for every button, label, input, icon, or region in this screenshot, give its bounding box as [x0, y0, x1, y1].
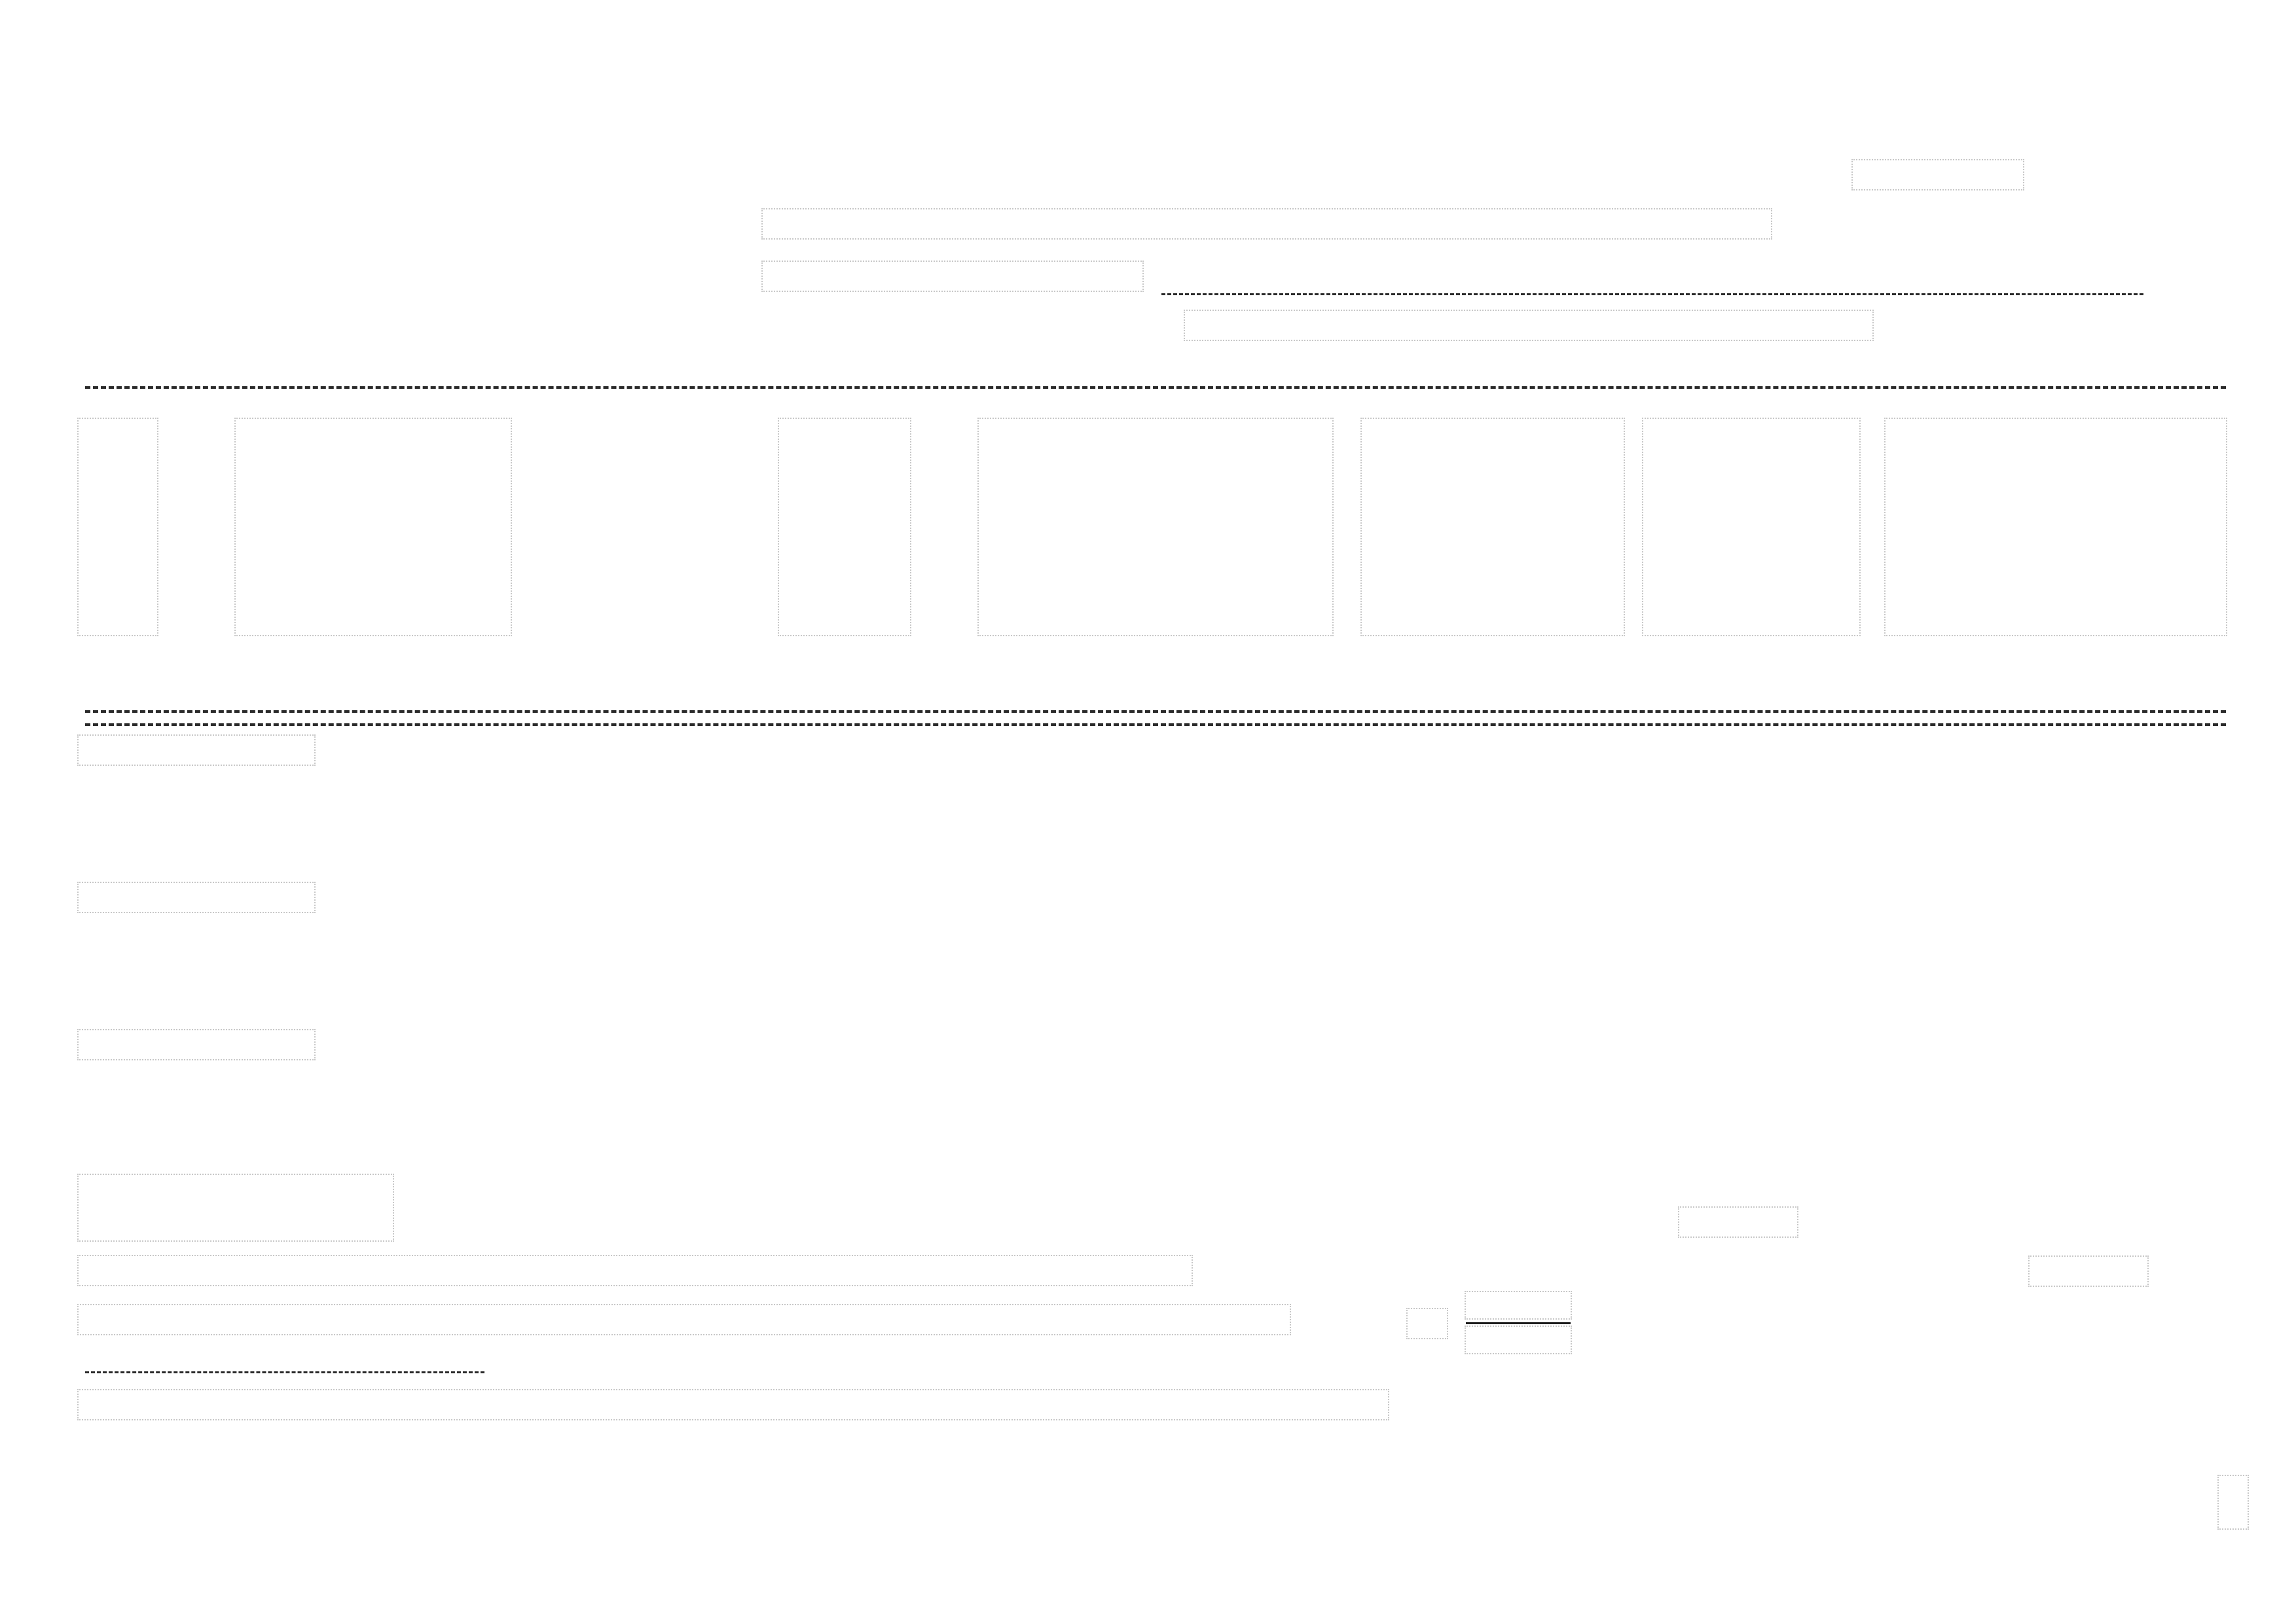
col-5-heading: [1362, 419, 1624, 635]
average-denominator: [1466, 1324, 1571, 1357]
col-2-heading: [236, 419, 511, 635]
col-1-heading: [79, 419, 157, 635]
col-3-heading: [779, 419, 910, 635]
header-bottom-rule: [85, 710, 2226, 713]
average-label: [79, 1303, 1290, 1338]
footnote: [79, 1388, 1388, 1423]
form-label: [1853, 157, 2023, 194]
consumption-value-col-7: [2030, 1254, 2147, 1290]
average-fraction: [1466, 1290, 1571, 1357]
col-6-heading: [1643, 419, 1859, 635]
page-number: [2216, 1476, 2249, 1528]
row-3-label: [79, 1028, 314, 1063]
title-line-1: [763, 206, 1771, 243]
fill-in-line: [1161, 293, 2143, 295]
footnote-rule: [85, 1371, 484, 1373]
col-7-heading: [1886, 419, 2226, 635]
title-line-2: [763, 259, 2143, 295]
average-numerator: [1466, 1290, 1571, 1324]
consumption-label: [79, 1254, 1192, 1289]
total-label: [79, 1175, 393, 1240]
total-value-col-6: [1679, 1204, 1797, 1241]
column-number-rule: [85, 723, 2226, 726]
table-top-rule: [85, 386, 2226, 389]
average-formula: [1408, 1290, 1571, 1357]
fill-caption: [1185, 308, 1872, 344]
row-2-label: [79, 880, 314, 916]
row-1-label: [79, 733, 314, 768]
col-4-heading: [979, 419, 1332, 635]
